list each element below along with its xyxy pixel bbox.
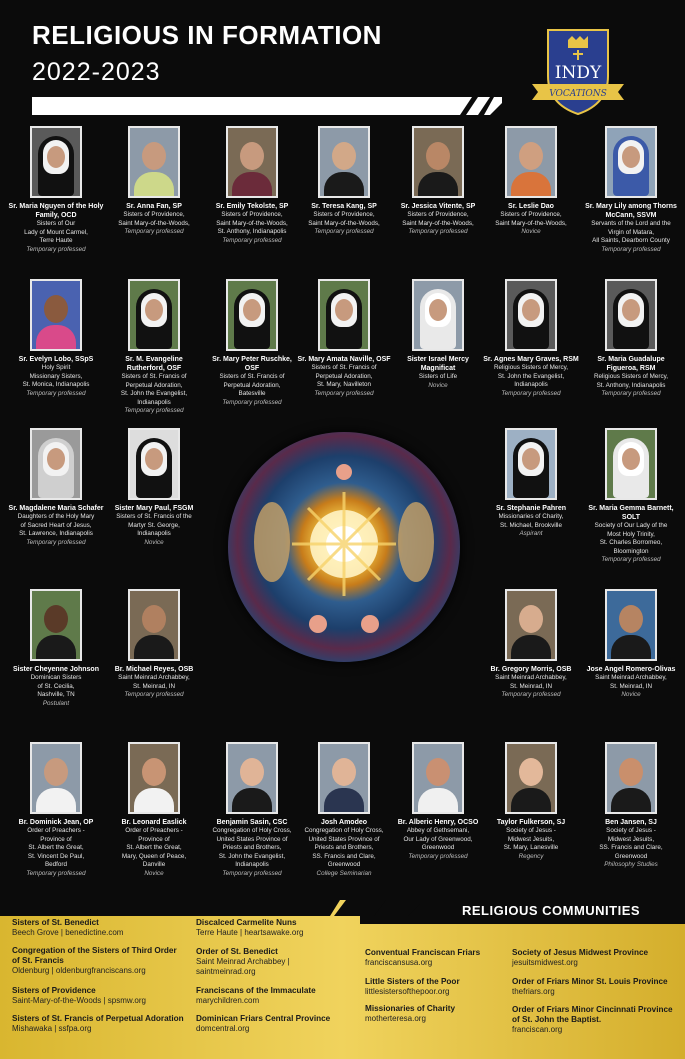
person-info: Saint Meinrad Archabbey, [495,674,567,681]
person-status: Novice [144,869,164,877]
person-name: Sister Mary Paul, FSGM [114,505,194,512]
person-name: Sister Israel Mercy Magnificat [407,356,469,372]
person-info: Sisters of St. Francis of [219,373,285,380]
portrait-photo [318,742,370,814]
person-info: Religious Sisters of Mercy, [593,373,669,380]
person-card [8,126,104,254]
portrait-photo [30,126,82,198]
person-name: Benjamin Sasin, CSC [216,819,288,826]
person-info: Priests and Brothers, [222,844,282,851]
person-status: Temporary professed [124,407,184,414]
person-name: Sr. Leslie Dao [508,203,554,210]
person-name: Sr. Maria Guadalupe Figueroa, RSM [597,356,665,372]
portrait-photo [226,126,278,198]
portrait-photo [505,589,557,661]
person-info: SS. Francis and Clare, [599,844,663,851]
person-status: Temporary professed [501,691,561,698]
person-status: Temporary professed [601,390,661,397]
person-info: Sisters of Our [36,220,76,227]
person-info: Saint Mary-of-the-Woods, [216,219,288,227]
person-info: St. Albert the Great, [126,844,182,851]
portrait-photo [128,428,180,500]
person-info: St. Mary, Lanesville [503,844,559,851]
communities-stripes [0,900,420,916]
person-info: Sisters of Providence, [500,211,562,218]
person-card [204,279,300,407]
person-info: United States Province of [308,835,380,843]
person-info: Virgin of Matara, [607,228,655,236]
community-name: Sisters of Providence [12,986,96,995]
person-info: Sisters of Providence, [123,211,185,218]
person-card [296,742,392,878]
person-card [581,742,681,870]
indy-vocations-logo [528,26,628,116]
person-info: Perpetual Adoration, [125,381,183,389]
portrait-photo [505,126,557,198]
person-info: All Saints, Dearborn County [592,237,670,244]
person-info: Saint Meinrad Archabbey, [118,674,190,681]
portrait-photo [128,279,180,351]
person-info: Abbey of Gethsemani, [406,827,470,834]
person-info: Order of Preachers - [27,827,85,834]
community-name: Order of Friars Minor St. Louis Province [512,977,668,986]
person-card [390,279,486,390]
person-info: St. John the Evangelist, [497,372,565,380]
person-info: Our Lady of Greenwood, [403,835,473,843]
person-status: Temporary professed [222,869,282,877]
person-card [581,279,681,399]
person-info: Daughters of the Holy Mary [17,513,95,520]
communities-title: RELIGIOUS COMMUNITIES [462,903,641,918]
person-status: College Seminarian [316,869,372,877]
portrait-photo [30,742,82,814]
person-info: Society of Our Lady of the [594,522,668,529]
community-entry [196,947,336,977]
person-status: Temporary professed [408,228,468,235]
community-entry [365,1004,505,1024]
community-name: Conventual Franciscan Friars [365,948,481,957]
portrait-photo [30,589,82,661]
header-stripes [32,97,502,115]
person-info: Servants of the Lord and the [591,220,671,227]
person-info: Dominican Sisters [30,674,82,681]
person-info: Saint Mary-of-the-Woods, [402,219,474,227]
person-status: Temporary professed [601,245,661,253]
person-info: St. Meinrad, IN [510,682,552,690]
person-card [8,428,104,547]
person-card [106,742,202,878]
community-entry [12,986,184,1006]
person-info: St. Lawrence, Indianapolis [19,530,93,537]
portrait-photo [318,126,370,198]
person-info: Danville [142,861,166,868]
portrait-photo [226,279,278,351]
person-card [204,742,300,878]
community-name: Discalced Carmelite Nuns [196,918,297,927]
person-info: Holy Spirit [41,364,71,371]
person-info: St. Meinrad, IN [610,682,652,690]
person-info: Sisters of Providence, [313,211,375,218]
person-info: Indianapolis [514,381,548,388]
person-card [296,126,392,237]
community-entry [512,1005,680,1035]
community-url[interactable]: jesuitsmidwest.org [512,958,578,967]
person-card [8,279,104,398]
community-url[interactable]: Saint Meinrad Archabbey | saintmeinrad.org [196,957,290,976]
person-status: Aspirant [519,530,543,537]
person-info: Sisters of St. Francis of the [116,513,192,520]
person-name: Sr. Evelyn Lobo, SSpS [18,356,94,363]
person-card [204,126,300,245]
person-info: St. Vincent De Paul, [27,852,85,860]
person-info: Society of Jesus - [506,827,556,834]
person-name: Sr. Jessica Vitente, SP [400,203,476,210]
community-name: Sisters of St. Francis of Perpetual Adoration [12,1014,184,1023]
person-name: Sr. Maria Nguyen of the Holy Family, OCD [8,203,104,219]
community-entry [365,948,505,968]
person-info: St. Anthony, Indianapolis [217,228,287,235]
person-info: Sisters of Life [418,373,458,380]
person-info: Missionaries of Charity, [498,513,564,520]
person-status: Temporary professed [501,389,561,397]
community-entry [365,977,505,997]
person-status: Temporary professed [222,398,282,406]
person-info: United States Province of [216,835,288,843]
person-info: St. Charles Borromeo, [599,539,663,546]
community-entry [512,948,680,968]
person-info: Perpetual Adoration, [315,372,373,380]
person-info: Nashville, TN [37,691,75,698]
person-name: Sr. Mary Peter Ruschke, OSF [212,356,292,372]
person-info: St. Albert the Great, [28,844,84,851]
person-name: Sr. Teresa Kang, SP [311,203,377,210]
person-info: Religious Sisters of Mercy, [493,364,569,371]
person-info: of Sacred Heart of Jesus, [20,521,92,529]
person-status: Novice [144,538,164,546]
person-info: Saint Mary-of-the-Woods, [308,219,380,227]
community-url[interactable]: Terre Haute | heartsawake.org [196,928,304,937]
person-name: Br. Alberic Henry, OCSO [397,819,479,826]
community-name: Missionaries of Charity [365,1004,456,1013]
page-year: 2022-2023 [32,58,161,86]
person-status: Novice [621,691,641,698]
person-status: Temporary professed [314,389,374,397]
portrait-photo [412,126,464,198]
person-status: Temporary professed [26,245,86,253]
person-name: Ben Jansen, SJ [605,819,657,826]
person-info: Martyr St. George, [128,521,180,529]
person-info: Society of Jesus - [606,827,656,834]
person-status: Temporary professed [222,236,282,244]
person-status: Postulant [42,699,70,707]
person-status: Temporary professed [26,869,86,877]
person-info: Saint Mary-of-the-Woods, [495,219,567,227]
person-info: Order of Preachers - [125,827,183,834]
community-url[interactable]: Oldenburg | oldenburgfranciscans.org [12,966,146,975]
person-card [8,589,104,708]
community-url[interactable]: motherteresa.org [365,1014,426,1023]
person-status: Novice [428,381,448,389]
portrait-photo [605,126,657,198]
portrait-photo [128,126,180,198]
person-info: Mary, Queen of Peace, [121,852,187,860]
person-name: Br. Leonard Easlick [121,819,187,826]
person-card [390,126,486,237]
person-card [483,279,579,398]
person-info: Midwest Jesuits, [607,835,655,843]
person-card [106,589,202,700]
portrait-photo [128,742,180,814]
person-info: Priests and Brothers, [314,844,374,851]
person-info: Bloomington [613,547,649,555]
person-info: Indianapolis [137,398,171,406]
person-info: Sisters of Providence, [407,211,469,218]
person-status: Temporary professed [26,538,86,546]
portrait-photo [412,742,464,814]
person-card [581,428,681,565]
person-card [483,428,579,539]
community-url[interactable]: franciscan.org [512,1025,563,1034]
person-name: Sr. Agnes Mary Graves, RSM [483,356,579,363]
community-entry [12,918,184,938]
community-entry [196,1014,356,1034]
person-card [581,589,681,700]
community-entry [512,977,682,997]
person-info: Province of [40,835,72,843]
person-info: St. Anthony, Indianapolis [596,381,666,389]
person-info: Missionary Sisters, [29,372,83,380]
person-name: Br. Michael Reyes, OSB [114,666,194,673]
person-info: St. John the Evangelist, [120,390,188,397]
community-name: Little Sisters of the Poor [365,977,460,986]
logo-text-indy: INDY [554,63,602,83]
person-name: Br. Dominick Jean, OP [18,819,94,826]
logo-text-vocations: VOCATIONS [549,89,607,99]
person-status: Temporary professed [124,691,184,698]
person-card [106,279,202,416]
person-info: Batesville [238,390,266,397]
person-status: Regency [518,852,544,860]
community-url[interactable]: littlesistersofthepoor.org [365,987,450,996]
person-info: St. Mary, Navilleton [316,381,372,388]
person-status: Temporary professed [601,556,661,563]
person-name: Sr. Maria Gemma Barnett, SOLT [588,505,674,521]
person-info: Terre Haute [39,237,73,244]
person-info: Greenwood [327,861,361,868]
portrait-photo [605,589,657,661]
person-info: St. Michael, Brookville [500,521,562,529]
community-entry [196,918,356,938]
person-info: Saint Mary-of-the-Woods, [118,219,190,227]
person-info: of St. Cecilia, [37,682,75,690]
person-info: Midwest Jesuits, [507,835,555,843]
portrait-photo [128,589,180,661]
person-card [106,428,202,547]
portrait-photo [505,428,557,500]
person-card [8,742,104,878]
person-info: St. Monica, Indianapolis [22,381,90,388]
person-status: Temporary professed [26,389,86,397]
person-name: Sr. Mary Lily among Thorns McCann, SSVM [585,203,677,219]
community-entry [12,1014,184,1034]
page-title: RELIGIOUS IN FORMATION [32,20,382,50]
person-info: Perpetual Adoration, [223,381,281,389]
community-name: Society of Jesus Midwest Province [512,948,649,957]
portrait-photo [226,742,278,814]
person-name: Sr. Stephanie Pahren [495,505,567,512]
person-info: Lady of Mount Carmel, [24,228,88,236]
person-info: St. John the Evangelist, [218,852,286,860]
person-card [390,742,486,861]
community-name: Dominican Friars Central Province [196,1014,331,1023]
community-url[interactable]: franciscansusa.org [365,958,433,967]
person-info: Sisters of St. Francis of [311,364,377,371]
person-info: Most Holy Trinity, [607,530,655,538]
person-info: Bedford [44,861,68,868]
person-info: SS. Francis and Clare, [312,852,376,860]
portrait-photo [505,742,557,814]
person-name: Jose Angel Romero-Olivas [586,666,676,673]
person-name: Sr. Anna Fan, SP [126,203,182,210]
community-name: Congregation of the Sisters of Third Order of St. Francis [12,946,177,965]
person-info: Indianapolis [137,530,171,537]
person-name: Sister Cheyenne Johnson [13,666,99,673]
person-name: Sr. Magdalene Maria Schafer [8,505,104,512]
community-name: Order of St. Benedict [196,947,278,956]
community-url[interactable]: thefriars.org [512,987,555,996]
community-entry [12,946,184,976]
portrait-photo [505,279,557,351]
person-name: Taylor Fulkerson, SJ [496,819,566,826]
portrait-photo [605,279,657,351]
person-card [483,589,579,700]
community-url[interactable]: domcentral.org [196,1024,250,1033]
community-url[interactable]: Mishawaka | ssfpa.org [12,1024,92,1033]
person-info: Indianapolis [235,861,269,868]
person-name: Sr. Mary Amata Naville, OSF [297,356,391,363]
portrait-photo [318,279,370,351]
person-name: Sr. M. Evangeline Rutherford, OSF [125,356,183,372]
person-status: Novice [521,228,541,235]
person-name: Josh Amodeo [320,819,368,826]
person-info: Greenwood [421,844,455,851]
person-status: Philosophy Studies [604,861,658,868]
person-name: Sr. Emily Tekolste, SP [215,203,289,210]
portrait-photo [412,279,464,351]
community-url[interactable]: Saint-Mary-of-the-Woods | spsmw.org [12,996,146,1005]
person-name: Br. Gregory Morris, OSB [490,666,572,673]
stained-glass-window [228,432,460,662]
person-info: Congregation of Holy Cross, [304,827,384,834]
person-info: Sisters of Providence, [221,211,283,218]
portrait-photo [605,742,657,814]
person-card [483,742,579,861]
person-info: Province of [138,835,170,843]
person-info: Congregation of Holy Cross, [212,827,292,834]
community-entry [196,986,356,1006]
person-card [483,126,579,237]
person-status: Temporary professed [314,228,374,235]
community-name: Franciscans of the Immaculate [196,986,316,995]
community-name: Order of Friars Minor Cincinnati Province of St. John the Baptist. [512,1005,673,1024]
person-info: Saint Meinrad Archabbey, [595,674,667,681]
person-status: Temporary professed [408,852,468,860]
portrait-photo [30,279,82,351]
person-card [296,279,392,398]
person-status: Temporary professed [124,228,184,235]
community-url[interactable]: Beech Grove | benedictine.com [12,928,124,937]
person-info: St. Meinrad, IN [133,682,175,690]
community-name: Sisters of St. Benedict [12,918,99,927]
portrait-photo [30,428,82,500]
person-info: Sisters of St. Francis of [121,373,187,380]
portrait-photo [605,428,657,500]
community-url[interactable]: marychildren.com [196,996,260,1005]
person-info: Greenwood [614,852,648,860]
person-card [106,126,202,237]
person-card [581,126,681,254]
